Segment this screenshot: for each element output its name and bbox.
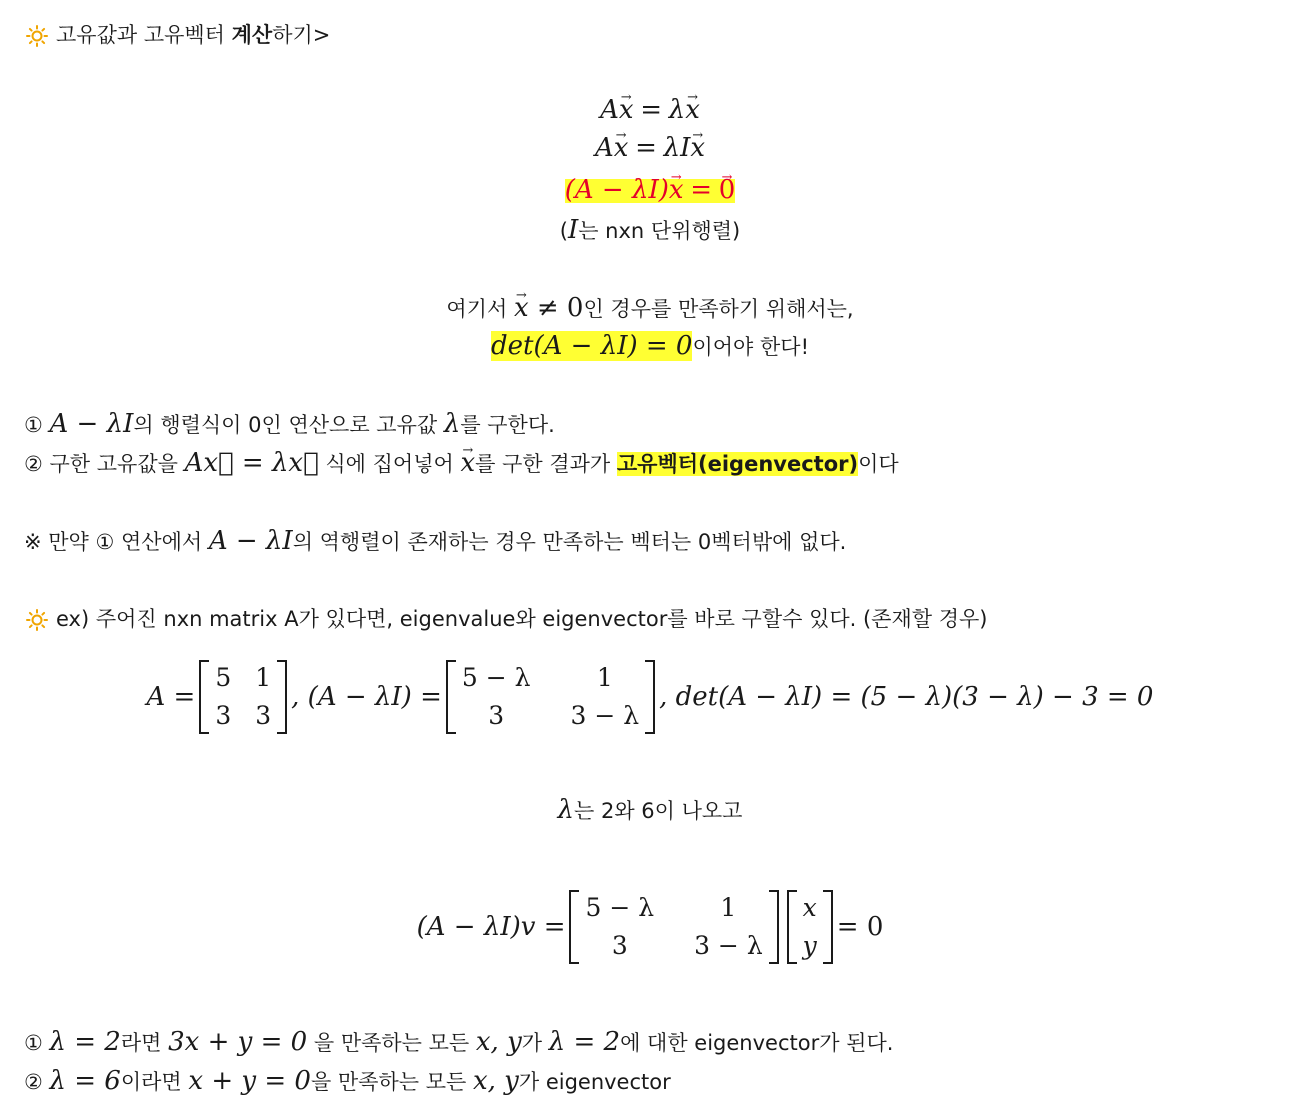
- det-highlight: det(A − λI) = 0: [491, 331, 693, 361]
- step-1: ① A − λI의 행렬식이 0인 연산으로 고유값 λ를 구한다.: [24, 409, 555, 439]
- matrix-coefficients: 5 − λ 1 3 3 − λ: [569, 890, 778, 964]
- heading-suffix: 하기>: [272, 23, 331, 47]
- heading-prefix: 고유값과 고유벡터: [56, 23, 232, 47]
- note: ※ 만약 ① 연산에서 A − λI의 역행렬이 존재하는 경우 만족하는 벡터는 0벡터밖에 없다.: [24, 526, 847, 556]
- highlighted-equation: (A − λI)→ x = → 0: [565, 179, 736, 203]
- identity-note: (I는 nxn 단위행렬): [559, 215, 741, 245]
- matrix-a-minus-lambda: 5 − λ 1 3 3 − λ: [446, 660, 655, 734]
- case-lambda-2: ① λ = 2라면 3x + y = 0 을 만족하는 모든 x, y가 λ = 2에 대한 eigenvector가 된다.: [24, 1027, 894, 1057]
- sun-icon: [26, 25, 48, 47]
- heading-example: ex) 주어진 nxn matrix A가 있다면, eigenvalue와 eigenvector를 바로 구할수 있다. (존재할 경우): [26, 604, 987, 634]
- eq-characteristic: [0, 175, 1300, 206]
- eigenvector-equation: (A − λI)v = 5 − λ 1 3 3 − λ x y = 0: [0, 890, 1300, 964]
- lambda-result: λ는 2와 6이 나오고: [557, 795, 743, 825]
- matrix-a: 5 1 3 3: [199, 660, 287, 734]
- example-matrices: A = 5 1 3 3 , (A − λI) = 5 − λ 1 3 3 − λ , det(A − λI) = (5 − λ)(3 − λ) − 3 = 0: [0, 660, 1300, 734]
- vector-xy: x y: [787, 890, 833, 964]
- case-lambda-6: ② λ = 6이라면 x + y = 0을 만족하는 모든 x, y가 eigenvector: [24, 1066, 671, 1096]
- step-2: ② 구한 고유값을 Ax⃗ = λx⃗ 식에 집어넣어 → x를 구한 결과가 고유벡터(eigenvector)이다: [24, 448, 899, 479]
- eq-identity: A→ x = λI→ x: [0, 133, 1300, 164]
- eq-eigen-definition: A→ x = λ→ x: [0, 95, 1300, 126]
- det-condition: det(A − λI) = 0이어야 한다!: [491, 331, 809, 361]
- condition-text: 여기서 → x ≠ 0인 경우를 만족하기 위해서는,: [0, 293, 1300, 324]
- eigenvector-highlight: 고유벡터(eigenvector): [616, 452, 859, 476]
- sun-icon: [26, 609, 48, 631]
- heading-compute: [26, 20, 330, 50]
- heading-bold: 계산: [231, 23, 273, 47]
